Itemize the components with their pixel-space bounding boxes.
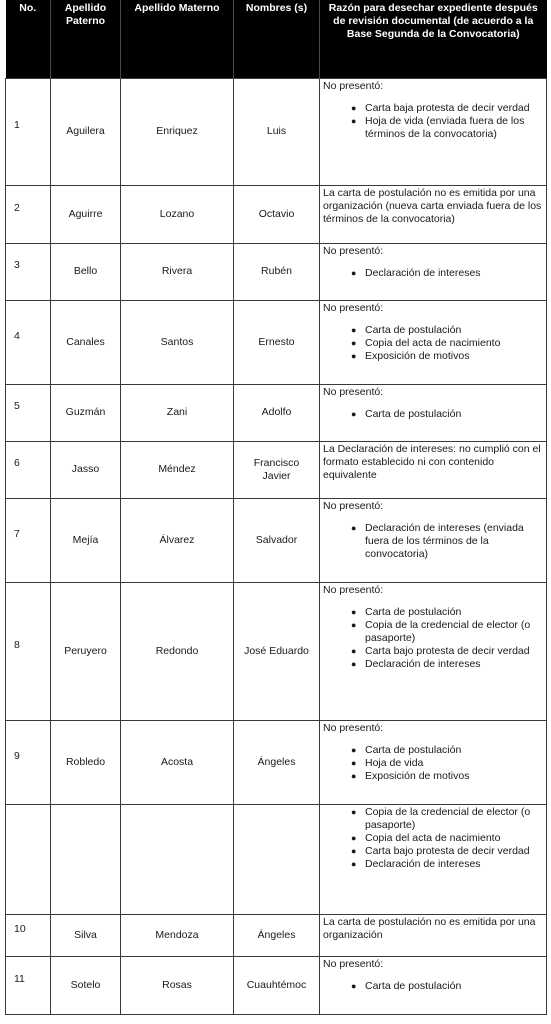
list-item-text: Hoja de vida (enviada fuera de los términos de la convocatoria) — [365, 114, 525, 140]
cell-apellido-materno-text: Rosas — [162, 978, 192, 991]
bullet-icon: ● — [351, 832, 357, 843]
cell-apellido-paterno — [51, 582, 121, 720]
cell-apellido-paterno-text: Jasso — [71, 463, 100, 475]
cell-nombres-text: José Eduardo — [244, 644, 309, 657]
cell-razon — [320, 384, 547, 441]
list-item — [351, 658, 544, 671]
reason-text: No presentó: — [323, 957, 384, 970]
cell-no — [6, 78, 51, 185]
cell-nombres-text: Salvador — [255, 533, 298, 546]
bullet-icon: ● — [351, 337, 357, 348]
cell-apellido-materno-text: Álvarez — [159, 533, 195, 546]
cell-apellido-paterno-text: Robledo — [65, 755, 106, 768]
table-row — [6, 582, 547, 720]
header-apellido-materno: Apellido Materno — [121, 0, 234, 78]
bullet-icon: ● — [351, 350, 357, 361]
bullet-icon: ● — [351, 324, 357, 335]
list-item — [351, 337, 544, 350]
cell-no — [6, 720, 51, 804]
cell-apellido-paterno-text: Aguirre — [68, 207, 103, 220]
reason-list — [323, 408, 544, 421]
bullet-icon: ● — [351, 757, 357, 768]
header-razon: Razón para desechar expediente después de revisión documental (de acuerdo a la Base Segunda de la Convocatoria) — [320, 0, 547, 78]
list-item-text: Exposición de motivos — [365, 769, 470, 782]
header-apellido-paterno: Apellido Paterno — [51, 0, 121, 78]
reason-text: No presentó: — [323, 385, 384, 398]
cell-apellido-materno — [121, 78, 234, 185]
cell-nombres — [234, 720, 320, 804]
reason-text: La Declaración de intereses: no cumplió con el formato establecido ni con contenido equivalente — [323, 442, 541, 481]
cell-apellido-paterno — [51, 185, 121, 243]
cell-apellido-paterno — [51, 498, 121, 582]
list-item — [351, 806, 544, 832]
reason-text: No presentó: — [323, 499, 384, 512]
cell-nombres-text: Octavio — [258, 207, 295, 220]
cell-apellido-materno-text: Méndez — [158, 463, 196, 475]
cell-apellido-materno — [121, 582, 234, 720]
cell-apellido-materno-text: Mendoza — [155, 928, 199, 941]
list-item-text: Declaración de intereses — [365, 857, 481, 870]
bullet-icon: ● — [351, 845, 357, 856]
list-item — [351, 522, 544, 561]
cell-nombres-text: Cuauhtémoc — [246, 978, 307, 991]
row-number: 9 — [14, 749, 20, 762]
list-item-text: Carta de postulación — [365, 605, 462, 618]
row-number: 8 — [14, 638, 20, 651]
reason-list — [323, 267, 544, 280]
cell-nombres — [234, 441, 320, 498]
cell-apellido-materno-text: Redondo — [155, 644, 199, 657]
cell-apellido-paterno-text: Guzmán — [65, 406, 106, 418]
list-item-text: Declaración de intereses — [365, 657, 481, 670]
cell-apellido-paterno — [51, 804, 121, 914]
list-item-text: Copia de la credencial de elector (o pasaporte) — [365, 805, 531, 831]
cell-no — [6, 804, 51, 914]
cell-apellido-materno — [121, 384, 234, 441]
reason-text: No presentó: — [323, 244, 384, 257]
cell-no — [6, 956, 51, 1014]
table-row — [6, 914, 547, 956]
cell-apellido-materno — [121, 956, 234, 1014]
cell-apellido-materno-text: Enriquez — [156, 125, 198, 137]
list-item — [351, 744, 544, 757]
cell-no — [6, 300, 51, 384]
list-item-text: Carta baja protesta de decir verdad — [365, 101, 530, 114]
cell-apellido-paterno — [51, 300, 121, 384]
cell-razon — [320, 78, 547, 185]
list-item — [351, 350, 544, 363]
bullet-icon: ● — [351, 858, 357, 869]
cell-nombres-text: Luis — [266, 125, 287, 137]
cell-razon — [320, 914, 547, 956]
table-row — [6, 185, 547, 243]
cell-apellido-materno — [121, 300, 234, 384]
list-item — [351, 645, 544, 658]
cell-razon — [320, 582, 547, 720]
cell-apellido-paterno-text: Bello — [73, 265, 98, 277]
reason-list — [323, 980, 544, 993]
list-item — [351, 832, 544, 845]
reason-text: No presentó: — [323, 583, 384, 596]
cell-apellido-materno-text: Lozano — [159, 207, 195, 220]
cell-nombres — [234, 243, 320, 300]
bullet-icon: ● — [351, 619, 357, 630]
cell-apellido-paterno-text: Sotelo — [70, 978, 101, 991]
cell-no — [6, 582, 51, 720]
list-item-text: Copia de la credencial de elector (o pasaporte) — [365, 618, 531, 644]
reason-text: No presentó: — [323, 79, 384, 92]
cell-no — [6, 185, 51, 243]
list-item — [351, 845, 544, 858]
list-item — [351, 757, 544, 770]
header-nombres: Nombres (s) — [234, 0, 320, 78]
list-item — [351, 619, 544, 645]
cell-apellido-paterno — [51, 720, 121, 804]
cell-razon — [320, 804, 547, 914]
cell-apellido-paterno — [51, 243, 121, 300]
reason-list — [323, 606, 544, 671]
reason-list — [323, 102, 544, 141]
list-item-text: Declaración de intereses — [365, 266, 481, 279]
cell-apellido-materno-text: Zani — [166, 406, 188, 418]
bullet-icon: ● — [351, 645, 357, 656]
table-row — [6, 243, 547, 300]
reason-text: La carta de postulación no es emitida por una organización (nueva carta enviada fuera de los términos de la convocatoria) — [323, 186, 542, 225]
cell-razon — [320, 243, 547, 300]
list-item — [351, 606, 544, 619]
table-row — [6, 441, 547, 498]
bullet-icon: ● — [351, 770, 357, 781]
table-row — [6, 384, 547, 441]
reason-list — [323, 744, 544, 783]
cell-apellido-paterno-text: Aguilera — [66, 125, 105, 137]
cell-nombres — [234, 78, 320, 185]
bullet-icon: ● — [351, 115, 357, 126]
list-item — [351, 858, 544, 871]
cell-nombres-text: Ángeles — [257, 928, 296, 941]
row-number: 2 — [14, 201, 20, 214]
cell-apellido-materno — [121, 804, 234, 914]
cell-razon — [320, 956, 547, 1014]
cell-nombres — [234, 804, 320, 914]
header-no: No. — [6, 0, 51, 78]
cell-apellido-paterno-text: Canales — [66, 335, 105, 348]
list-item — [351, 102, 544, 115]
bullet-icon: ● — [351, 408, 357, 419]
cell-apellido-materno — [121, 720, 234, 804]
cell-nombres — [234, 914, 320, 956]
cell-apellido-materno — [121, 498, 234, 582]
cell-no — [6, 498, 51, 582]
cell-no — [6, 441, 51, 498]
reason-list — [323, 806, 544, 871]
table-row — [6, 956, 547, 1014]
list-item — [351, 324, 544, 337]
cell-nombres-text: Rubén — [261, 265, 292, 277]
cell-apellido-materno — [121, 185, 234, 243]
table-row — [6, 804, 547, 914]
list-item-text: Carta de postulación — [365, 979, 462, 992]
cell-nombres — [234, 384, 320, 441]
cell-no — [6, 914, 51, 956]
cell-apellido-paterno — [51, 441, 121, 498]
cell-nombres-text: Adolfo — [261, 406, 292, 418]
table-row — [6, 78, 547, 185]
table-body — [6, 78, 547, 1014]
cell-apellido-materno — [121, 914, 234, 956]
reason-text: No presentó: — [323, 721, 384, 734]
bullet-icon: ● — [351, 522, 357, 533]
reason-text: La carta de postulación no es emitida por una organización — [323, 915, 536, 941]
cell-razon — [320, 498, 547, 582]
cell-nombres — [234, 300, 320, 384]
cell-apellido-paterno-text: Silva — [74, 928, 97, 941]
bullet-icon: ● — [351, 658, 357, 669]
row-number: 6 — [14, 457, 20, 469]
bullet-icon: ● — [351, 267, 357, 278]
list-item — [351, 115, 544, 141]
list-item-text: Copia del acta de nacimiento — [365, 336, 501, 349]
bullet-icon: ● — [351, 806, 357, 817]
cell-nombres-text: Ernesto — [258, 335, 295, 348]
bullet-icon: ● — [351, 102, 357, 113]
row-number: 11 — [14, 972, 25, 985]
list-item-text: Carta bajo protesta de decir verdad — [365, 644, 530, 657]
cell-no — [6, 384, 51, 441]
cell-no — [6, 243, 51, 300]
cell-apellido-materno — [121, 243, 234, 300]
list-item-text: Declaración de intereses (enviada fuera de los términos de la convocatoria) — [365, 521, 524, 560]
list-item — [351, 408, 544, 421]
cell-nombres-text: Francisco Javier — [253, 456, 300, 482]
cell-nombres — [234, 498, 320, 582]
row-number: 3 — [14, 259, 20, 271]
candidates-table — [5, 0, 547, 1015]
list-item-text: Carta bajo protesta de decir verdad — [365, 844, 530, 857]
list-item-text: Carta de postulación — [365, 407, 462, 420]
row-number: 5 — [14, 400, 20, 412]
table-row — [6, 300, 547, 384]
list-item-text: Carta de postulación — [365, 323, 462, 336]
bullet-icon: ● — [351, 980, 357, 991]
cell-razon — [320, 300, 547, 384]
cell-apellido-paterno-text: Mejía — [72, 533, 99, 546]
table-row — [6, 720, 547, 804]
reason-list — [323, 324, 544, 363]
bullet-icon: ● — [351, 606, 357, 617]
row-number: 4 — [14, 329, 20, 342]
row-number: 10 — [14, 922, 26, 935]
list-item-text: Copia del acta de nacimiento — [365, 831, 501, 844]
cell-apellido-materno-text: Santos — [160, 335, 194, 348]
cell-nombres — [234, 956, 320, 1014]
cell-apellido-paterno — [51, 914, 121, 956]
cell-nombres — [234, 185, 320, 243]
cell-apellido-materno — [121, 441, 234, 498]
row-number: 7 — [14, 527, 20, 540]
cell-apellido-paterno — [51, 956, 121, 1014]
reason-text: No presentó: — [323, 301, 384, 314]
cell-apellido-paterno — [51, 78, 121, 185]
list-item-text: Carta de postulación — [365, 743, 462, 756]
list-item — [351, 770, 544, 783]
cell-apellido-paterno-text: Peruyero — [64, 644, 107, 657]
cell-apellido-paterno — [51, 384, 121, 441]
reason-list — [323, 522, 544, 561]
list-item-text: Hoja de vida — [365, 756, 424, 769]
list-item-text: Exposición de motivos — [365, 349, 470, 362]
row-number: 1 — [14, 119, 20, 131]
cell-nombres-text: Ángeles — [257, 755, 296, 768]
cell-apellido-materno-text: Acosta — [160, 755, 194, 768]
table-row — [6, 498, 547, 582]
bullet-icon: ● — [351, 744, 357, 755]
list-item — [351, 267, 544, 280]
cell-nombres — [234, 582, 320, 720]
cell-razon — [320, 720, 547, 804]
cell-razon — [320, 185, 547, 243]
cell-razon — [320, 441, 547, 498]
cell-apellido-materno-text: Rivera — [161, 265, 193, 277]
table-header-row — [6, 0, 547, 78]
list-item — [351, 980, 544, 993]
